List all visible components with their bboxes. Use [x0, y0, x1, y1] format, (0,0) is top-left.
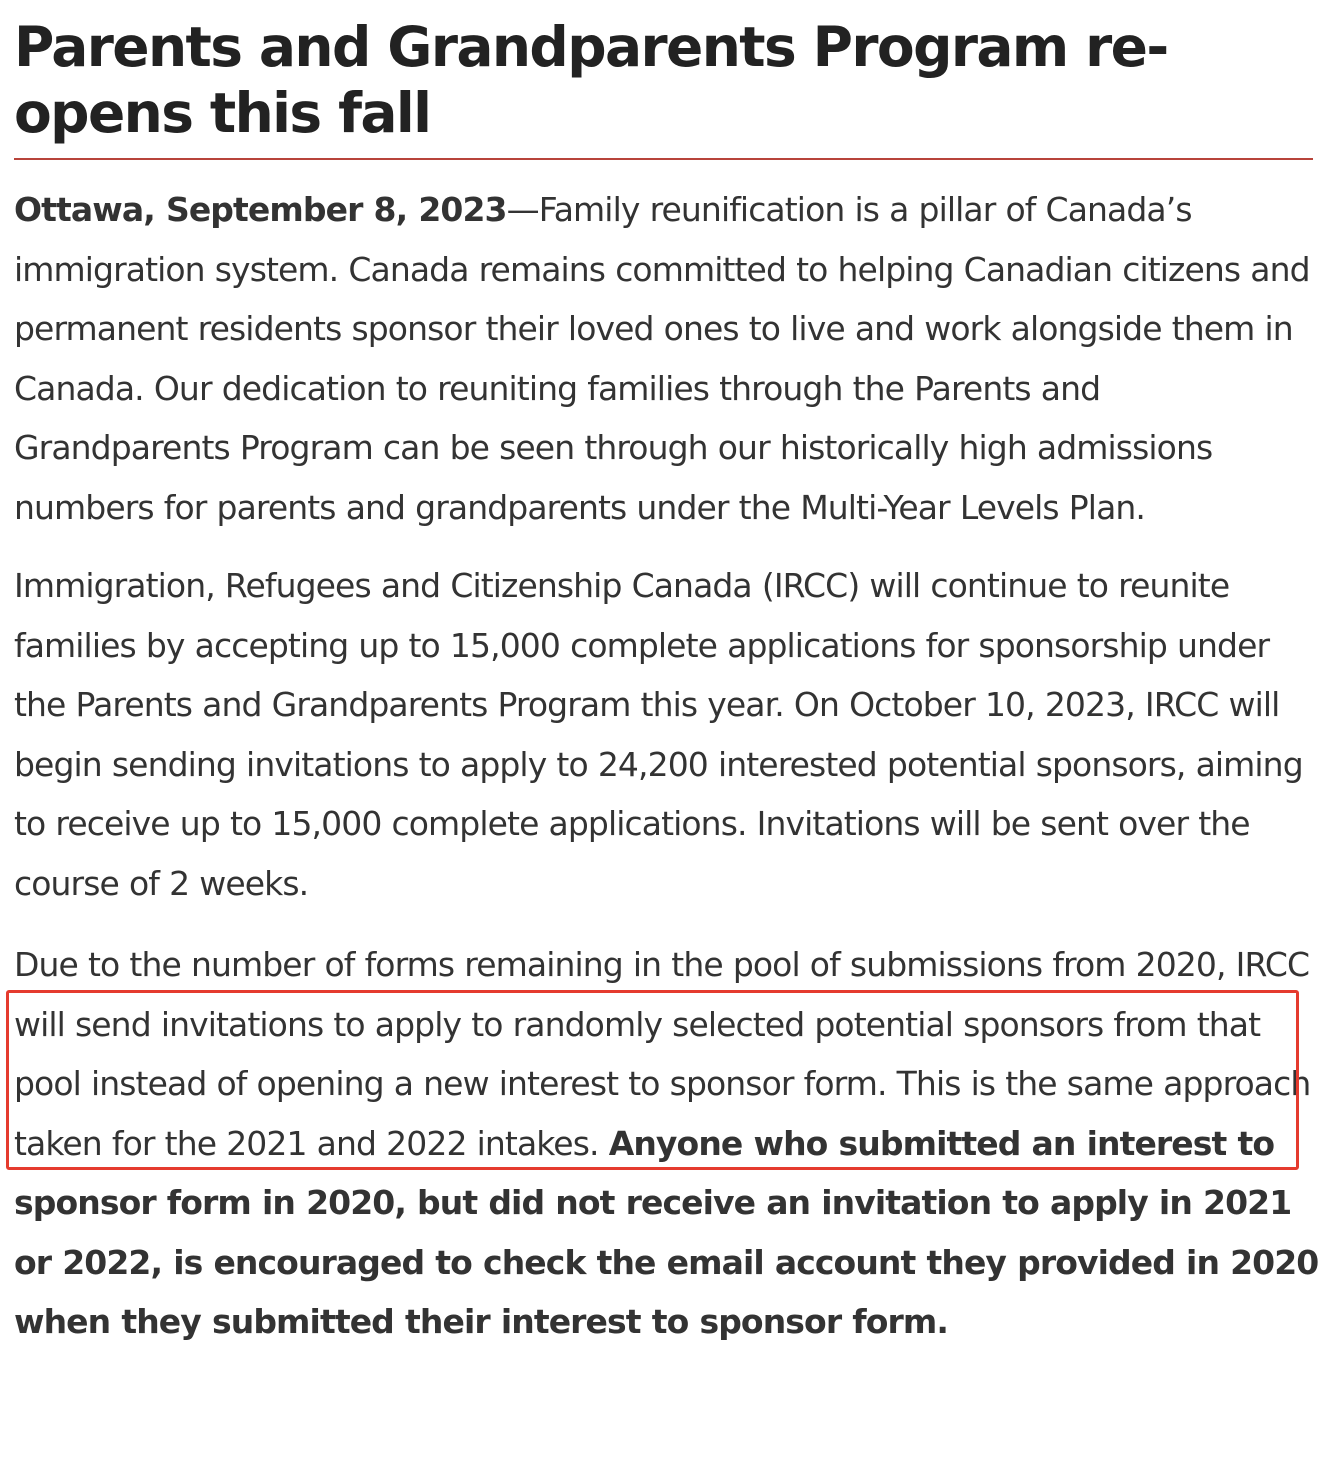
paragraph-ircc-invitations: Immigration, Refugees and Citizenship Canada (IRCC) will continue to reunite families by accepting up to 15,000 complete applications for sponsorship under the Parents and Grandparents Program this year. On October 10, 2023, IRCC will begin sending invitations to apply to 24,200 interested potential sponsors, aiming to receive up to 15,000 complete applications. Invitations will be sent over the course of 2 weeks.: [14, 566, 1303, 903]
same-approach-text: This is the same approach taken for the 2021 and 2022 intakes.: [14, 1064, 1311, 1163]
dateline: Ottawa, September 8, 2023: [14, 190, 507, 229]
title-divider: [14, 158, 1313, 160]
dateline-dash: —: [506, 190, 539, 229]
page-title: Parents and Grandparents Program re-opens this fall: [14, 15, 1168, 145]
highlighted-text: Due to the number of forms remaining in the pool of submissions from 2020, IRCC will send invitations to apply to randomly selected potential sponsors from that pool instead of opening a new interest to sponsor form.: [14, 945, 1310, 1103]
email-check-notice: Anyone who submitted an interest to sponsor form in 2020, but did not receive an invitation to apply in 2021 or 2022, is encouraged to check the email account they provided in 2020 when they submitted their interest to sponsor form.: [14, 1123, 1319, 1341]
intro-text: Family reunification is a pillar of Canada’s immigration system. Canada remains committed to helping Canadian citizens and permanent residents sponsor their loved ones to live and work alongside them in Canada. Our dedication to reuniting families through the Parents and Grandparents Program can be seen through our historically high admissions numbers for parents and grandparents under the Multi-Year Levels Plan.: [14, 190, 1310, 527]
paragraph-intro: [14, 180, 1320, 537]
paragraph-2020-pool: [14, 935, 1320, 1352]
article: [14, 0, 1320, 1352]
